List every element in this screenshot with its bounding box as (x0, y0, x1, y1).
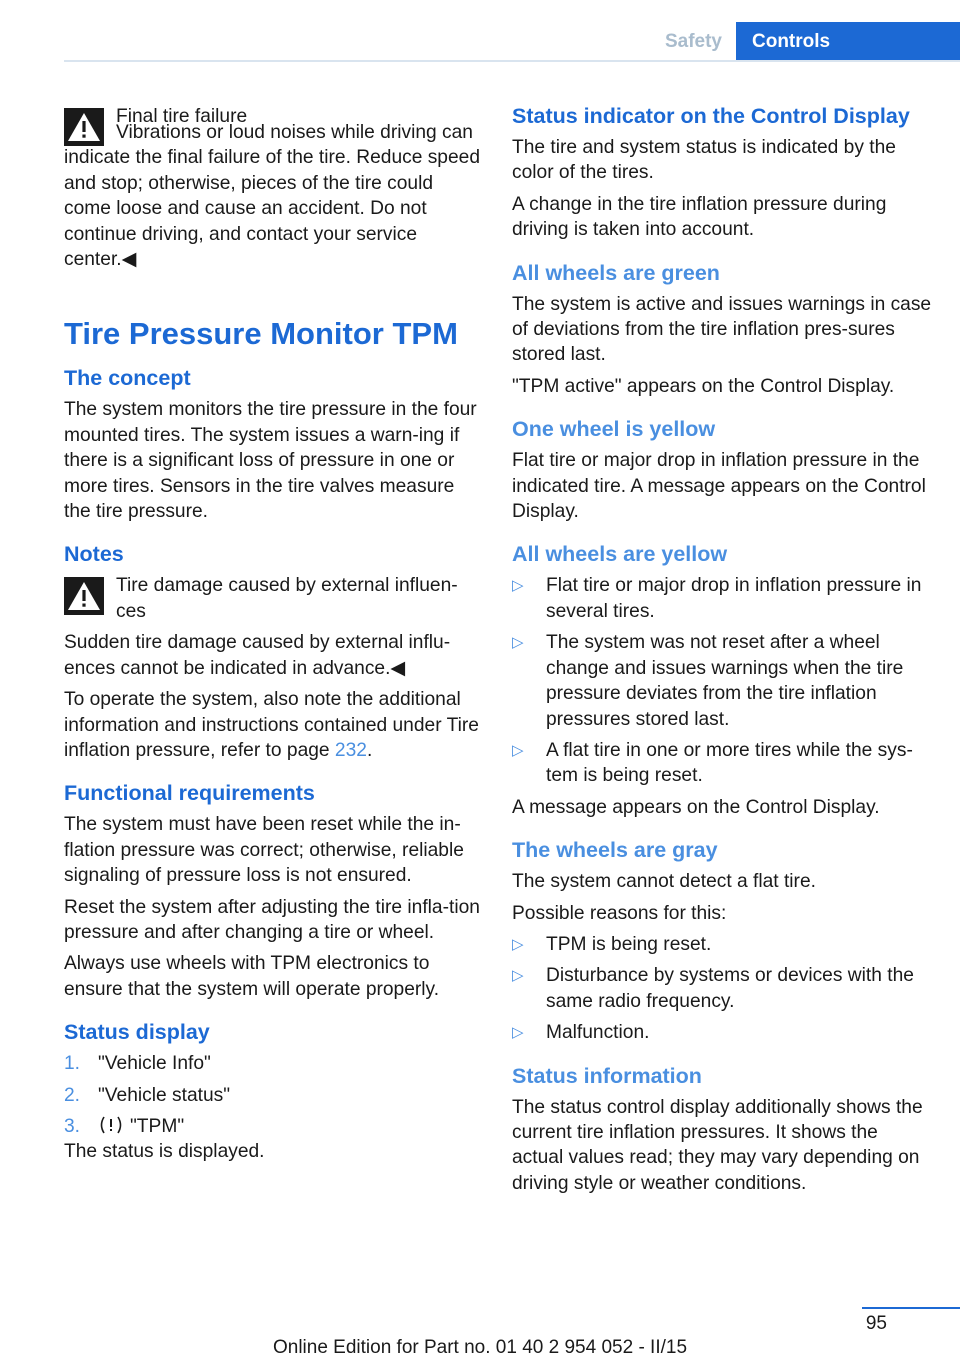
green-paragraph-2: "TPM active" appears on the Control Display. (512, 375, 895, 397)
functional-paragraph-2: Reset the system after adjusting the tire infla‐tion pressure and after changing a tire or wheel. (64, 896, 480, 943)
heading-status-indicator: Status indicator on the Control Display (512, 104, 910, 128)
warning-final-tire-failure (64, 104, 482, 154)
step-number: 3. (64, 1115, 81, 1137)
step-item (64, 1051, 482, 1076)
step-number: 2. (64, 1084, 81, 1106)
list-item-text: Flat tire or major drop in inflation pressure in several tires. (546, 575, 922, 622)
heading-status-information: Status information (512, 1063, 702, 1088)
left-column (64, 104, 482, 1171)
status-info-paragraph: The status control display additionally shows the current tire inflation pressures. It shows the actual values read; they may vary depending on driving style or weather conditions. (512, 1096, 923, 1194)
all-yellow-list (512, 573, 932, 788)
heading-one-wheel-yellow: One wheel is yellow (512, 417, 716, 442)
list-item-text: Malfunction. (546, 1022, 650, 1044)
warning-title: Tire damage caused by external influen‐ces (116, 575, 458, 622)
heading-all-wheels-green: All wheels are green (512, 260, 720, 285)
right-column (512, 104, 932, 1202)
heading-notes: Notes (64, 542, 124, 567)
list-item (512, 738, 932, 789)
warning-triangle-icon (64, 577, 104, 615)
one-yellow-paragraph: Flat tire or major drop in inflation pressure in the indicated tire. A message appears on the Control Display. (512, 450, 926, 523)
bullet-triangle-icon: ▷ (512, 935, 524, 953)
list-item-text: A flat tire in one or more tires while the sys‐tem is being reset. (546, 739, 913, 787)
green-paragraph-1: The system is active and issues warnings in case of deviations from the tire inflation pres‐sures stored last. (512, 293, 932, 366)
heading-functional-requirements: Functional requirements (64, 781, 315, 806)
step-text: "Vehicle status" (98, 1084, 231, 1106)
list-item (512, 932, 932, 957)
notes-text: To operate the system, also note the additional information and instructions contained under Tire inflation pressure, refer to page (64, 689, 479, 761)
status-display-steps (64, 1051, 482, 1139)
heading-all-wheels-yellow: All wheels are yellow (512, 542, 728, 567)
heading-the-concept: The concept (64, 366, 191, 391)
footer-rule (862, 1307, 960, 1309)
warning-body: Sudden tire damage caused by external influ‐ences cannot be indicated in advance.◀ (64, 632, 451, 679)
list-item-text: The system was not reset after a wheel change and issues warnings when the tire pressure deviates from the tire inflation pressures stored last. (546, 632, 904, 730)
header-tab-safety: Safety (664, 31, 722, 52)
page-header (0, 0, 960, 62)
functional-paragraph-3: Always use wheels with TPM electronics to ensure that the system will operate properly. (64, 953, 440, 1000)
list-item-text: TPM is being reset. (546, 933, 712, 955)
step-text: "TPM" (130, 1115, 185, 1137)
warning-body: Vibrations or loud noises while driving can indicate the final failure of the tire. Reduce speed and stop; otherwise, pieces of the tire could come loose and cause an accident. Do not continue driving, and contact your service center.◀ (64, 122, 480, 271)
page-reference-link[interactable]: 232 (334, 739, 367, 761)
list-item (512, 1020, 932, 1045)
gray-reasons-list (512, 932, 932, 1046)
footer-edition-text: Online Edition for Part no. 01 40 2 954 052 - II/15 (272, 1337, 688, 1358)
step-number: 1. (64, 1053, 81, 1075)
notes-paragraph (64, 687, 482, 763)
header-tab-controls: Controls (736, 22, 960, 62)
bullet-triangle-icon: ▷ (512, 1024, 524, 1042)
step-text: "Vehicle Info" (98, 1053, 211, 1075)
functional-paragraph-1: The system must have been reset while the in‐flation pressure was correct; otherwise, reliable signaling of pressure loss is not ensured. (64, 814, 464, 887)
header-rule (64, 60, 960, 62)
heading-status-display: Status display (64, 1020, 210, 1045)
bullet-triangle-icon: ▷ (512, 741, 524, 759)
bullet-triangle-icon: ▷ (512, 577, 524, 595)
notes-text-end: . (366, 739, 373, 761)
bullet-triangle-icon: ▷ (512, 634, 524, 652)
list-item-text: Disturbance by systems or devices with the same radio frequency. (546, 965, 914, 1012)
warning-title: Final tire failure (116, 106, 248, 127)
list-item (512, 630, 932, 732)
gray-paragraph-1: The system cannot detect a flat tire. (512, 871, 816, 893)
tpm-warning-icon (98, 1115, 124, 1135)
bullet-triangle-icon: ▷ (512, 967, 524, 985)
indicator-paragraph-2: A change in the tire inflation pressure during driving is taken into account. (512, 193, 887, 241)
section-title-tpm: Tire Pressure Monitor TPM (64, 316, 458, 352)
list-item (512, 963, 932, 1014)
status-display-result: The status is displayed. (64, 1141, 265, 1163)
list-item (512, 573, 932, 624)
step-item (64, 1114, 482, 1139)
indicator-paragraph-1: The tire and system status is indicated by the color of the tires. (512, 137, 896, 184)
page-number: 95 (865, 1313, 887, 1334)
step-item (64, 1083, 482, 1108)
gray-paragraph-2: Possible reasons for this: (512, 902, 727, 924)
warning-triangle-icon (64, 108, 104, 146)
heading-wheels-gray: The wheels are gray (512, 838, 718, 863)
concept-paragraph: The system monitors the tire pressure in the four mounted tires. The system issues a warn‐ing if there is a significant loss of pressure in one or more tires. Sensors in the tire valves measure the tire pressure. (64, 399, 477, 523)
warning-tire-damage (64, 573, 482, 624)
all-yellow-after: A message appears on the Control Display. (512, 796, 880, 818)
